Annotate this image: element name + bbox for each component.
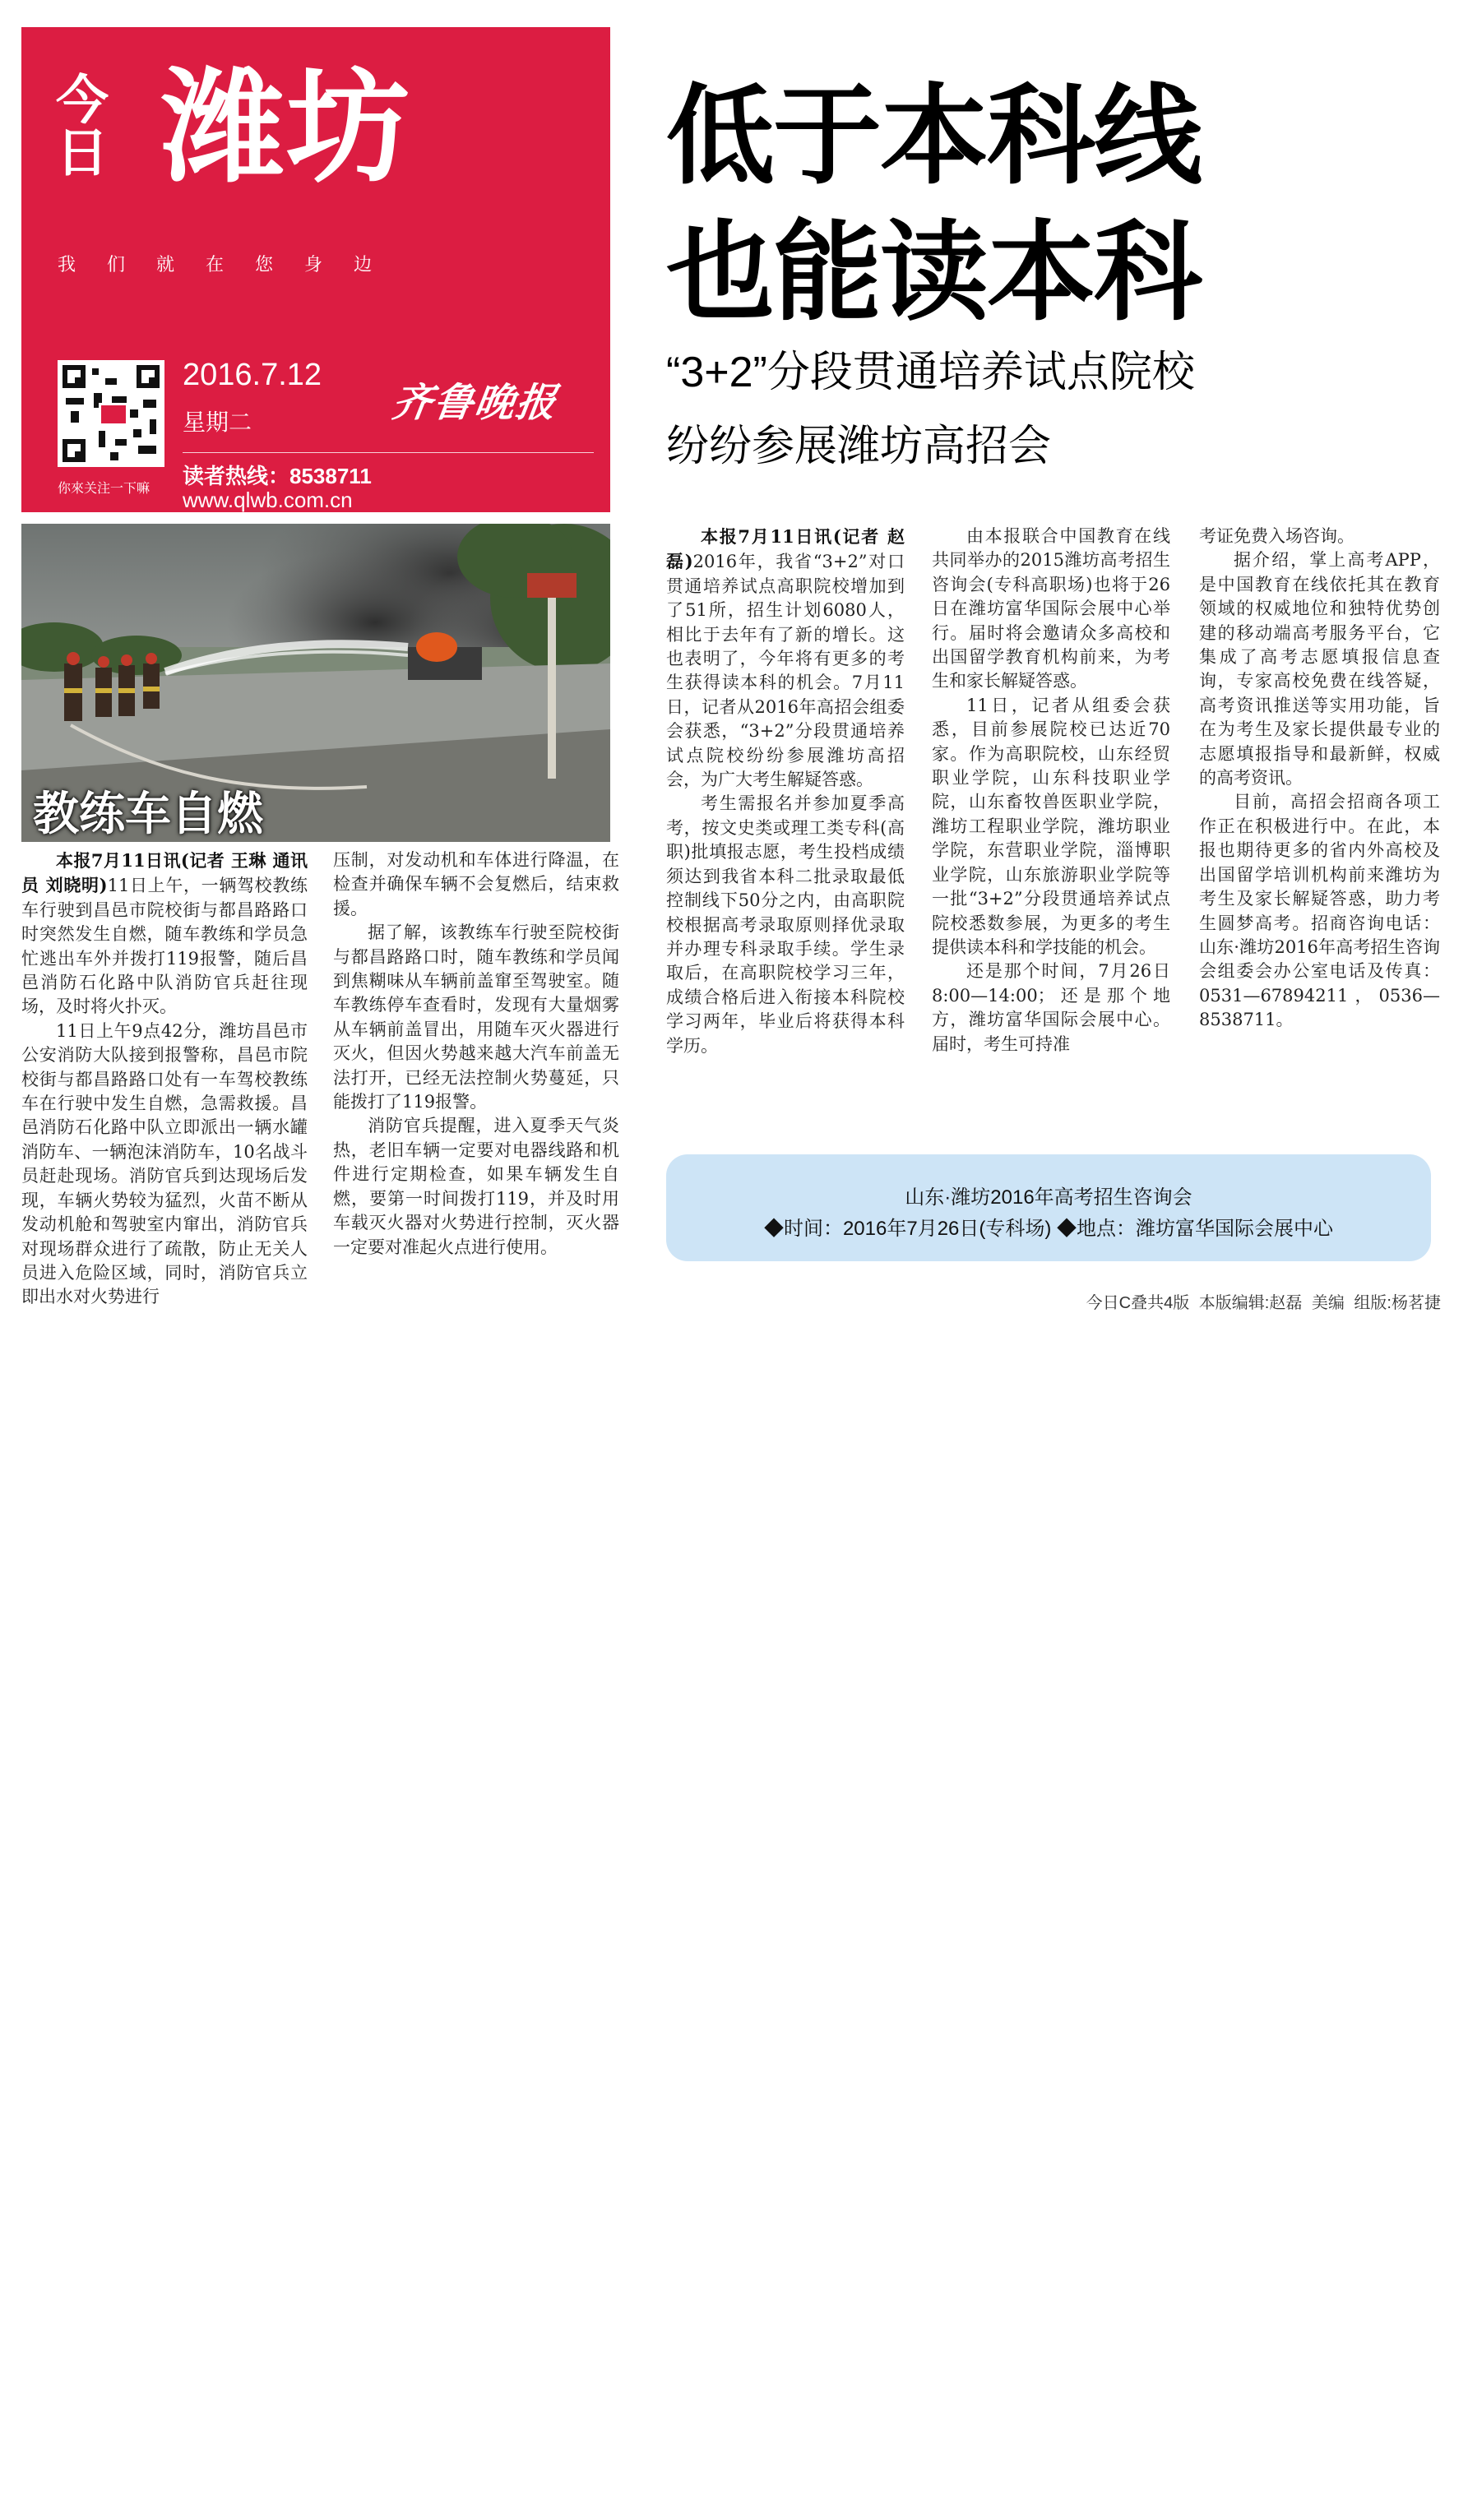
- newspaper-brand-logo: 齐鲁晚报: [389, 380, 561, 426]
- article-paragraph: 消防官兵提醒，进入夏季天气炎热，老旧车辆一定要对电器线路和机件进行定期检查，如果车辆发生自燃，要第一时间拨打119，并及时用车载灭火器对火势进行控制，灭火器一定要对准起火点进行使用。: [333, 1116, 619, 1257]
- headline-line-2: 也能读本科: [666, 210, 1201, 336]
- subheadline-line-1: “3+2”分段贯通培养试点院校: [666, 349, 1195, 396]
- article-paragraph: 还是那个时间，7月26日8:00—14:00；还是那个地方，潍坊富华国际会展中心。届时，考生可持准: [932, 961, 1170, 1054]
- article-paragraph: 本报7月11日讯(记者 赵磊)2016年，我省“3+2”对口贯通培养试点高职院校增加到了51所，招生计划6080人，相比于去年有了新的增长。这也表明了，今年将有更多的考生获得读本科的机会。7月11日，记者从2016年高招会组委会获悉，“3+2”分段贯通培养试点院校纷纷参展潍坊高招会，为广大考生解疑答惑。: [666, 526, 905, 790]
- event-time-location: ◆时间：2016年7月26日(专科场) ◆地点：潍坊富华国际会展中心: [763, 1218, 1334, 1240]
- article-paragraph: 目前，高招会招商各项工作正在积极进行中。在此，本报也期待更多的省内外高校及出国留学培训机构前来潍坊为考生及家长解疑答惑，助力考生圆梦高考。招商咨询电话：山东·潍坊2016年高考招生咨询会组委会办公室电话及传真：0531—67894211，0536—8538711。: [1199, 792, 1440, 1030]
- event-title: 山东·潍坊2016年高考招生咨询会: [905, 1186, 1192, 1209]
- fire-story-column-1: [21, 848, 308, 1309]
- gaokao-story-column-3: [1199, 525, 1440, 1174]
- fire-story-column-2: [333, 848, 619, 1309]
- subheadline-line-2: 纷纷参展潍坊高招会: [666, 423, 1052, 470]
- article-paragraph: 考生需报名并参加夏季高考，按文史类或理工类专科(高职)批填报志愿，考生投档成绩须达到我省本科二批录取最低控制线下50分之内，由高职院校根据高考录取原则择优录取并办理专科录取手续。学生录取后，在高职院校学习三年，成绩合格后进入衔接本科院校学习两年，毕业后将获得本科学历。: [666, 793, 905, 1056]
- masthead: [21, 27, 610, 512]
- issue-date: 2016.7.12: [183, 358, 322, 392]
- article-paragraph: 压制，对发动机和车体进行降温，在检查并确保车辆不会复燃后，结束救援。: [333, 850, 619, 918]
- website-link[interactable]: www.qlwb.com.cn: [183, 488, 353, 512]
- gaokao-story-column-2: [932, 525, 1170, 1174]
- article-paragraph: 11日，记者从组委会获悉，目前参展院校已达近70家。作为高职院校，山东经贸职业学院，山东科技职业学院，山东畜牧兽医职业学院，潍坊工程职业学院，潍坊职业学院，东营职业学院，淄博职业学院，山东旅游职业学院等一批“3+2”分段贯通培养试点院校悉数参展，为更多的考生提供读本科和学技能的机会。: [932, 695, 1170, 957]
- article-byline: 本报7月11日讯(记者 赵磊): [666, 526, 905, 572]
- article-paragraph: 本报7月11日讯(记者 王琳 通讯员 刘晓明)11日上午，一辆驾校教练车行驶到昌邑市院校街与都昌路路口时突然发生自燃，随车教练和学员急忙逃出车外并拨打119报警，随后昌邑消防石化路中队消防官兵赶往现场，及时将火扑灭。: [21, 850, 308, 1017]
- article-paragraph: 考证免费入场咨询。: [1199, 526, 1355, 546]
- event-info-box: [666, 1154, 1431, 1261]
- issue-weekday: 星期二: [183, 409, 252, 435]
- article-paragraph: 据介绍，掌上高考APP，是中国教育在线依托其在教育领域的权威地位和独特优势创建的移动端高考服务平台，它集成了高考志愿填报信息查询，专家高校免费在线答疑，高考资讯推送等实用功能，旨在为考生及家长提供最专业的志愿填报指导和最新鲜，权威的高考资讯。: [1199, 550, 1440, 788]
- photo-caption: 教练车自燃: [33, 788, 263, 841]
- page-credits: 今日C叠共4版 本版编辑:赵磊 美编 组版:杨茗捷: [1086, 1294, 1441, 1312]
- masthead-slogan: 我们就在您身边: [58, 254, 404, 275]
- masthead-logo: 潍坊: [161, 57, 412, 200]
- article-paragraph: 由本报联合中国教育在线共同举办的2015潍坊高考招生咨询会(专科高职场)也将于26日在潍坊富华国际会展中心举行。届时将会邀请众多高校和出国留学教育机构前来，为考生和家长解疑答惑。: [932, 526, 1170, 691]
- headline-line-1: 低于本科线: [666, 73, 1201, 200]
- gaokao-story-column-1: [666, 525, 905, 1174]
- article-paragraph: 据了解，该教练车行驶至院校街与都昌路路口时，随车教练和学员闻到焦糊味从车辆前盖窜至驾驶室。随车教练停车查看时，发现有大量烟雾从车辆前盖冒出，用随车灭火器进行灭火，但因火势越来越大汽车前盖无法打开，已经无法控制火势蔓延，只能拨打了119报警。: [333, 922, 619, 1112]
- qr-caption: 你來关注一下嘛: [58, 482, 151, 496]
- qr-code: [58, 360, 164, 467]
- masthead-logo-small: 今日: [56, 71, 109, 184]
- article-paragraph: 11日上午9点42分，潍坊昌邑市公安消防大队接到报警称，昌邑市院校街与都昌路路口处有一车驾校教练车在行驶中发生自燃，急需救援。昌邑消防石化路中队立即派出一辆水罐消防车、一辆泡沫消防车，10名战斗员赶赴现场。消防官兵到达现场后发现，车辆火势较为猛烈，火苗不断从发动机舱和驾驶室内窜出，消防官兵对现场群众进行了疏散，防止无关人员进入危险区域，同时，消防官兵立即出水对火势进行: [21, 1020, 308, 1307]
- masthead-divider: [183, 452, 594, 453]
- article-byline: 本报7月11日讯(记者 王琳 通讯员 刘晓明): [21, 850, 308, 896]
- reader-hotline: 读者热线：8538711: [183, 464, 372, 488]
